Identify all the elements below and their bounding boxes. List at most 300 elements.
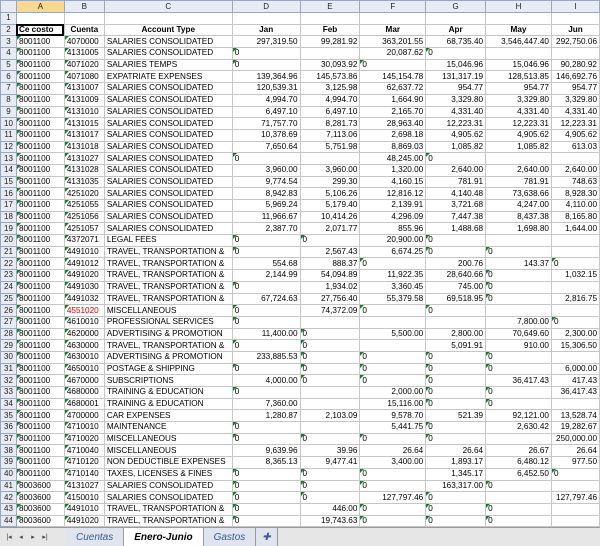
column-header-b[interactable]: B: [64, 1, 104, 13]
row-header[interactable]: 41: [1, 480, 17, 492]
amount-cell[interactable]: 9,639.96: [232, 445, 300, 457]
row-header[interactable]: 23: [1, 270, 17, 282]
account-cell[interactable]: 4610010: [64, 316, 104, 328]
amount-cell[interactable]: 0: [300, 351, 360, 363]
row-header[interactable]: 5: [1, 59, 17, 71]
cost-center-cell[interactable]: 8001100: [16, 94, 64, 106]
amount-cell[interactable]: 0: [300, 235, 360, 247]
row-header[interactable]: 36: [1, 422, 17, 434]
amount-cell[interactable]: [551, 351, 599, 363]
amount-cell[interactable]: 888.37: [300, 258, 360, 270]
amount-cell[interactable]: 90,280.92: [551, 59, 599, 71]
amount-cell[interactable]: [426, 316, 486, 328]
row-header[interactable]: 42: [1, 492, 17, 504]
amount-cell[interactable]: 2,640.00: [551, 164, 599, 176]
amount-cell[interactable]: 5,091.91: [426, 340, 486, 352]
amount-cell[interactable]: [551, 246, 599, 258]
amount-cell[interactable]: 0: [232, 422, 300, 434]
amount-cell[interactable]: 4,000.00: [232, 375, 300, 387]
account-type-cell[interactable]: SALARIES CONSOLIDATED: [104, 141, 232, 153]
row-header[interactable]: 25: [1, 293, 17, 305]
cost-center-cell[interactable]: 8001100: [16, 410, 64, 422]
amount-cell[interactable]: 0: [360, 515, 426, 527]
account-type-cell[interactable]: SALARIES CONSOLIDATED: [104, 83, 232, 95]
column-label-cell[interactable]: May: [486, 24, 552, 36]
amount-cell[interactable]: 0: [232, 59, 300, 71]
amount-cell[interactable]: 1,488.68: [426, 223, 486, 235]
account-cell[interactable]: 4131007: [64, 83, 104, 95]
amount-cell[interactable]: 0: [486, 281, 552, 293]
amount-cell[interactable]: 55,379.58: [360, 293, 426, 305]
cost-center-cell[interactable]: 8001100: [16, 270, 64, 282]
amount-cell[interactable]: 0: [232, 387, 300, 399]
cost-center-cell[interactable]: 8001100: [16, 48, 64, 60]
amount-cell[interactable]: 3,125.98: [300, 83, 360, 95]
amount-cell[interactable]: 99,281.92: [300, 36, 360, 48]
amount-cell[interactable]: 26.67: [486, 445, 552, 457]
amount-cell[interactable]: 128,513.85: [486, 71, 552, 83]
cost-center-cell[interactable]: 8001100: [16, 129, 64, 141]
amount-cell[interactable]: 297,319.50: [232, 36, 300, 48]
amount-cell[interactable]: 1,893.17: [426, 457, 486, 469]
amount-cell[interactable]: 0: [551, 468, 599, 480]
cost-center-cell[interactable]: 8001100: [16, 258, 64, 270]
amount-cell[interactable]: 6,497.10: [300, 106, 360, 118]
cost-center-cell[interactable]: 8001100: [16, 141, 64, 153]
amount-cell[interactable]: 855.96: [360, 223, 426, 235]
amount-cell[interactable]: 69,518.95: [426, 293, 486, 305]
amount-cell[interactable]: 446.00: [300, 503, 360, 515]
amount-cell[interactable]: 9,477.41: [300, 457, 360, 469]
account-cell[interactable]: 4071080: [64, 71, 104, 83]
amount-cell[interactable]: 36,417.43: [551, 387, 599, 399]
account-cell[interactable]: 4150010: [64, 492, 104, 504]
amount-cell[interactable]: 71,757.70: [232, 118, 300, 130]
amount-cell[interactable]: 0: [426, 246, 486, 258]
account-type-cell[interactable]: SALARIES CONSOLIDATED: [104, 118, 232, 130]
cost-center-cell[interactable]: 8001100: [16, 106, 64, 118]
column-label-cell[interactable]: Apr: [426, 24, 486, 36]
cost-center-cell[interactable]: 8001100: [16, 223, 64, 235]
amount-cell[interactable]: 1,085.82: [486, 141, 552, 153]
amount-cell[interactable]: 2,103.09: [300, 410, 360, 422]
amount-cell[interactable]: 127,797.46: [360, 492, 426, 504]
amount-cell[interactable]: [300, 398, 360, 410]
amount-cell[interactable]: 0: [486, 480, 552, 492]
column-header-d[interactable]: D: [232, 1, 300, 13]
row-header[interactable]: 38: [1, 445, 17, 457]
amount-cell[interactable]: 0: [300, 492, 360, 504]
amount-cell[interactable]: 20,087.62: [360, 48, 426, 60]
amount-cell[interactable]: 781.91: [426, 176, 486, 188]
account-type-cell[interactable]: SALARIES CONSOLIDATED: [104, 164, 232, 176]
account-cell[interactable]: 4670000: [64, 375, 104, 387]
amount-cell[interactable]: 0: [300, 480, 360, 492]
account-type-cell[interactable]: TRAVEL, TRANSPORTATION &: [104, 270, 232, 282]
row-header[interactable]: 17: [1, 200, 17, 212]
amount-cell[interactable]: 5,500.00: [360, 328, 426, 340]
amount-cell[interactable]: 8,281.73: [300, 118, 360, 130]
account-cell[interactable]: 4620000: [64, 328, 104, 340]
account-cell[interactable]: 4491010: [64, 503, 104, 515]
amount-cell[interactable]: 0: [426, 387, 486, 399]
amount-cell[interactable]: 954.77: [426, 83, 486, 95]
column-label-cell[interactable]: Jun: [551, 24, 599, 36]
account-cell[interactable]: 4710040: [64, 445, 104, 457]
cell[interactable]: [64, 13, 104, 25]
amount-cell[interactable]: 48,245.00: [360, 153, 426, 165]
account-type-cell[interactable]: NON DEDUCTIBLE EXPENSES: [104, 457, 232, 469]
amount-cell[interactable]: 0: [426, 433, 486, 445]
amount-cell[interactable]: 0: [360, 351, 426, 363]
amount-cell[interactable]: 3,960.00: [232, 164, 300, 176]
amount-cell[interactable]: 2,144.99: [232, 270, 300, 282]
account-type-cell[interactable]: TRAVEL, TRANSPORTATION &: [104, 340, 232, 352]
amount-cell[interactable]: 8,437.38: [486, 211, 552, 223]
account-cell[interactable]: 4491012: [64, 258, 104, 270]
amount-cell[interactable]: [300, 153, 360, 165]
cell[interactable]: [426, 13, 486, 25]
column-label-cell[interactable]: Jan: [232, 24, 300, 36]
amount-cell[interactable]: 3,329.80: [426, 94, 486, 106]
cell[interactable]: [300, 13, 360, 25]
cost-center-cell[interactable]: 8001100: [16, 375, 64, 387]
amount-cell[interactable]: 13,528.74: [551, 410, 599, 422]
amount-cell[interactable]: [360, 316, 426, 328]
amount-cell[interactable]: 0: [300, 363, 360, 375]
amount-cell[interactable]: 5,969.24: [232, 200, 300, 212]
amount-cell[interactable]: [300, 422, 360, 434]
amount-cell[interactable]: 1,664.90: [360, 94, 426, 106]
amount-cell[interactable]: 131,317.19: [426, 71, 486, 83]
cost-center-cell[interactable]: 8001100: [16, 340, 64, 352]
amount-cell[interactable]: 11,400.00: [232, 328, 300, 340]
cost-center-cell[interactable]: 8001100: [16, 351, 64, 363]
account-cell[interactable]: 4710140: [64, 468, 104, 480]
cost-center-cell[interactable]: 8001100: [16, 246, 64, 258]
amount-cell[interactable]: 0: [486, 293, 552, 305]
amount-cell[interactable]: 954.77: [486, 83, 552, 95]
row-header[interactable]: 28: [1, 328, 17, 340]
cost-center-cell[interactable]: 8001100: [16, 316, 64, 328]
cost-center-cell[interactable]: 8001100: [16, 281, 64, 293]
row-header[interactable]: 10: [1, 118, 17, 130]
row-header[interactable]: 35: [1, 410, 17, 422]
amount-cell[interactable]: 19,743.63: [300, 515, 360, 527]
amount-cell[interactable]: 200.76: [426, 258, 486, 270]
last-sheet-icon[interactable]: ▸|: [40, 533, 50, 541]
amount-cell[interactable]: 4,905.62: [486, 129, 552, 141]
amount-cell[interactable]: 2,000.00: [360, 387, 426, 399]
amount-cell[interactable]: 0: [426, 515, 486, 527]
amount-cell[interactable]: 0: [300, 433, 360, 445]
amount-cell[interactable]: 73,638.66: [486, 188, 552, 200]
cost-center-cell[interactable]: 8001100: [16, 468, 64, 480]
amount-cell[interactable]: 0: [232, 48, 300, 60]
amount-cell[interactable]: 146,692.76: [551, 71, 599, 83]
amount-cell[interactable]: 143.37: [486, 258, 552, 270]
amount-cell[interactable]: 139,364.96: [232, 71, 300, 83]
amount-cell[interactable]: 2,165.70: [360, 106, 426, 118]
amount-cell[interactable]: [551, 503, 599, 515]
amount-cell[interactable]: 0: [360, 59, 426, 71]
amount-cell[interactable]: 62,637.72: [360, 83, 426, 95]
amount-cell[interactable]: [360, 340, 426, 352]
amount-cell[interactable]: 0: [486, 515, 552, 527]
amount-cell[interactable]: 39.96: [300, 445, 360, 457]
amount-cell[interactable]: 3,360.45: [360, 281, 426, 293]
row-header[interactable]: 6: [1, 71, 17, 83]
cost-center-cell[interactable]: 8001100: [16, 235, 64, 247]
cell[interactable]: [232, 13, 300, 25]
account-type-cell[interactable]: SALARIES CONSOLIDATED: [104, 492, 232, 504]
sheet-tab-enero-junio[interactable]: Enero-Junio: [124, 528, 203, 546]
row-header[interactable]: 20: [1, 235, 17, 247]
select-all-corner[interactable]: [1, 1, 17, 13]
column-label-cell[interactable]: Ce costo: [16, 24, 64, 36]
amount-cell[interactable]: 0: [232, 433, 300, 445]
amount-cell[interactable]: 36,417.43: [486, 375, 552, 387]
amount-cell[interactable]: 19,282.67: [551, 422, 599, 434]
amount-cell[interactable]: [486, 305, 552, 317]
amount-cell[interactable]: 0: [232, 468, 300, 480]
row-header[interactable]: 18: [1, 211, 17, 223]
amount-cell[interactable]: 0: [486, 351, 552, 363]
cost-center-cell[interactable]: 8001100: [16, 176, 64, 188]
account-type-cell[interactable]: SALARIES CONSOLIDATED: [104, 223, 232, 235]
first-sheet-icon[interactable]: |◂: [4, 533, 14, 541]
amount-cell[interactable]: 28,640.66: [426, 270, 486, 282]
account-type-cell[interactable]: EXPATRIATE EXPENSES: [104, 71, 232, 83]
amount-cell[interactable]: 0: [232, 340, 300, 352]
amount-cell[interactable]: 745.00: [426, 281, 486, 293]
account-type-cell[interactable]: POSTAGE & SHIPPING: [104, 363, 232, 375]
amount-cell[interactable]: 5,106.26: [300, 188, 360, 200]
cell[interactable]: [104, 13, 232, 25]
amount-cell[interactable]: 0: [360, 433, 426, 445]
account-cell[interactable]: 4131010: [64, 106, 104, 118]
amount-cell[interactable]: [551, 48, 599, 60]
amount-cell[interactable]: 0: [360, 480, 426, 492]
account-type-cell[interactable]: MISCELLANEOUS: [104, 445, 232, 457]
amount-cell[interactable]: 70,649.60: [486, 328, 552, 340]
amount-cell[interactable]: 0: [551, 316, 599, 328]
amount-cell[interactable]: [551, 480, 599, 492]
amount-cell[interactable]: 1,644.00: [551, 223, 599, 235]
amount-cell[interactable]: 74,372.09: [300, 305, 360, 317]
account-type-cell[interactable]: PROFESSIONAL SERVICES: [104, 316, 232, 328]
amount-cell[interactable]: 1,934.02: [300, 281, 360, 293]
amount-cell[interactable]: [486, 235, 552, 247]
amount-cell[interactable]: 5,751.98: [300, 141, 360, 153]
cost-center-cell[interactable]: 8003600: [16, 515, 64, 527]
account-type-cell[interactable]: LEGAL FEES: [104, 235, 232, 247]
amount-cell[interactable]: 0: [360, 305, 426, 317]
amount-cell[interactable]: 0: [551, 258, 599, 270]
sheet-tab-cuentas[interactable]: Cuentas: [66, 528, 124, 546]
cost-center-cell[interactable]: 8001100: [16, 71, 64, 83]
row-header[interactable]: 30: [1, 351, 17, 363]
amount-cell[interactable]: 0: [426, 492, 486, 504]
row-header[interactable]: 19: [1, 223, 17, 235]
account-type-cell[interactable]: TRAINING & EDUCATION: [104, 387, 232, 399]
amount-cell[interactable]: 1,320.00: [360, 164, 426, 176]
cost-center-cell[interactable]: 8001100: [16, 153, 64, 165]
row-header[interactable]: 16: [1, 188, 17, 200]
amount-cell[interactable]: 1,698.80: [486, 223, 552, 235]
amount-cell[interactable]: 28,963.40: [360, 118, 426, 130]
cost-center-cell[interactable]: 8001100: [16, 293, 64, 305]
row-header[interactable]: 37: [1, 433, 17, 445]
column-label-cell[interactable]: Cuenta: [64, 24, 104, 36]
account-type-cell[interactable]: SALARIES CONSOLIDATED: [104, 200, 232, 212]
row-header[interactable]: 22: [1, 258, 17, 270]
cost-center-cell[interactable]: 8003600: [16, 480, 64, 492]
amount-cell[interactable]: 0: [232, 281, 300, 293]
amount-cell[interactable]: 977.50: [551, 457, 599, 469]
cost-center-cell[interactable]: 8001100: [16, 83, 64, 95]
account-cell[interactable]: 4630000: [64, 340, 104, 352]
amount-cell[interactable]: 27,756.40: [300, 293, 360, 305]
amount-cell[interactable]: 15,046.96: [486, 59, 552, 71]
amount-cell[interactable]: 0: [486, 246, 552, 258]
amount-cell[interactable]: 0: [426, 305, 486, 317]
account-type-cell[interactable]: MAINTENANCE: [104, 422, 232, 434]
account-cell[interactable]: 4710120: [64, 457, 104, 469]
account-type-cell[interactable]: SALARIES CONSOLIDATED: [104, 94, 232, 106]
amount-cell[interactable]: 6,480.12: [486, 457, 552, 469]
account-type-cell[interactable]: TRAVEL, TRANSPORTATION &: [104, 503, 232, 515]
amount-cell[interactable]: 15,306.50: [551, 340, 599, 352]
amount-cell[interactable]: 0: [486, 387, 552, 399]
amount-cell[interactable]: 2,640.00: [486, 164, 552, 176]
row-header[interactable]: 40: [1, 468, 17, 480]
column-header-f[interactable]: F: [360, 1, 426, 13]
amount-cell[interactable]: [551, 153, 599, 165]
amount-cell[interactable]: 0: [300, 375, 360, 387]
row-header[interactable]: 21: [1, 246, 17, 258]
amount-cell[interactable]: 0: [486, 270, 552, 282]
amount-cell[interactable]: 2,800.00: [426, 328, 486, 340]
amount-cell[interactable]: 0: [360, 375, 426, 387]
account-type-cell[interactable]: SALARIES TEMPS: [104, 59, 232, 71]
account-type-cell[interactable]: SALARIES CONSOLIDATED: [104, 106, 232, 118]
amount-cell[interactable]: 4,994.70: [300, 94, 360, 106]
amount-cell[interactable]: 145,573.86: [300, 71, 360, 83]
amount-cell[interactable]: [486, 153, 552, 165]
amount-cell[interactable]: 4,994.70: [232, 94, 300, 106]
account-cell[interactable]: 4491030: [64, 281, 104, 293]
amount-cell[interactable]: 521.39: [426, 410, 486, 422]
row-header[interactable]: 32: [1, 375, 17, 387]
amount-cell[interactable]: [300, 48, 360, 60]
cost-center-cell[interactable]: 8001100: [16, 457, 64, 469]
account-type-cell[interactable]: TRAVEL, TRANSPORTATION &: [104, 258, 232, 270]
account-cell[interactable]: 4131028: [64, 164, 104, 176]
amount-cell[interactable]: 0: [360, 363, 426, 375]
amount-cell[interactable]: 8,165.80: [551, 211, 599, 223]
account-type-cell[interactable]: TRAVEL, TRANSPORTATION &: [104, 293, 232, 305]
amount-cell[interactable]: 0: [360, 503, 426, 515]
cost-center-cell[interactable]: 8001100: [16, 36, 64, 48]
account-cell[interactable]: 4251020: [64, 188, 104, 200]
cost-center-cell[interactable]: 8001100: [16, 328, 64, 340]
amount-cell[interactable]: 6,000.00: [551, 363, 599, 375]
account-type-cell[interactable]: TRAVEL, TRANSPORTATION &: [104, 246, 232, 258]
account-type-cell[interactable]: SALARIES CONSOLIDATED: [104, 48, 232, 60]
row-header[interactable]: 14: [1, 164, 17, 176]
cost-center-cell[interactable]: 8001100: [16, 118, 64, 130]
amount-cell[interactable]: 8,365.13: [232, 457, 300, 469]
row-header[interactable]: 2: [1, 24, 17, 36]
account-cell[interactable]: 4131017: [64, 129, 104, 141]
amount-cell[interactable]: 3,400.00: [360, 457, 426, 469]
account-cell[interactable]: 4372071: [64, 235, 104, 247]
cell[interactable]: [360, 13, 426, 25]
amount-cell[interactable]: 10,414.26: [300, 211, 360, 223]
account-cell[interactable]: 4650010: [64, 363, 104, 375]
amount-cell[interactable]: [300, 316, 360, 328]
account-type-cell[interactable]: SALARIES CONSOLIDATED: [104, 480, 232, 492]
amount-cell[interactable]: 15,116.00: [360, 398, 426, 410]
row-header[interactable]: 29: [1, 340, 17, 352]
account-cell[interactable]: 4491020: [64, 515, 104, 527]
next-sheet-icon[interactable]: ▸: [28, 533, 38, 541]
account-cell[interactable]: 4680001: [64, 398, 104, 410]
amount-cell[interactable]: 0: [300, 328, 360, 340]
amount-cell[interactable]: 0: [232, 492, 300, 504]
amount-cell[interactable]: 4,160.15: [360, 176, 426, 188]
amount-cell[interactable]: 54,094.89: [300, 270, 360, 282]
account-cell[interactable]: 4070000: [64, 36, 104, 48]
amount-cell[interactable]: 0: [232, 246, 300, 258]
amount-cell[interactable]: 1,032.15: [551, 270, 599, 282]
column-label-cell[interactable]: Account Type: [104, 24, 232, 36]
amount-cell[interactable]: 0: [232, 503, 300, 515]
cost-center-cell[interactable]: 8001100: [16, 363, 64, 375]
account-cell[interactable]: 4700000: [64, 410, 104, 422]
amount-cell[interactable]: 120,539.31: [232, 83, 300, 95]
amount-cell[interactable]: 12,223.31: [551, 118, 599, 130]
amount-cell[interactable]: 6,452.50: [486, 468, 552, 480]
amount-cell[interactable]: 0: [426, 48, 486, 60]
row-header[interactable]: 31: [1, 363, 17, 375]
account-type-cell[interactable]: TAXES, LICENSES & FINES: [104, 468, 232, 480]
account-cell[interactable]: 4131027: [64, 153, 104, 165]
row-header[interactable]: 11: [1, 129, 17, 141]
amount-cell[interactable]: 0: [426, 235, 486, 247]
account-cell[interactable]: 4551020: [64, 305, 104, 317]
account-type-cell[interactable]: TRAVEL, TRANSPORTATION &: [104, 281, 232, 293]
amount-cell[interactable]: 2,640.00: [426, 164, 486, 176]
amount-cell[interactable]: 26.64: [551, 445, 599, 457]
amount-cell[interactable]: [551, 305, 599, 317]
account-type-cell[interactable]: TRAVEL, TRANSPORTATION &: [104, 515, 232, 527]
amount-cell[interactable]: 363,201.55: [360, 36, 426, 48]
amount-cell[interactable]: 2,630.42: [486, 422, 552, 434]
column-label-cell[interactable]: Feb: [300, 24, 360, 36]
amount-cell[interactable]: 12,223.31: [486, 118, 552, 130]
amount-cell[interactable]: 2,300.00: [551, 328, 599, 340]
amount-cell[interactable]: 7,360.00: [232, 398, 300, 410]
amount-cell[interactable]: 0: [426, 351, 486, 363]
cost-center-cell[interactable]: 8001100: [16, 387, 64, 399]
amount-cell[interactable]: 9,774.54: [232, 176, 300, 188]
amount-cell[interactable]: 3,546,447.40: [486, 36, 552, 48]
account-type-cell[interactable]: SALARIES CONSOLIDATED: [104, 36, 232, 48]
amount-cell[interactable]: 0: [232, 153, 300, 165]
amount-cell[interactable]: 6,674.25: [360, 246, 426, 258]
